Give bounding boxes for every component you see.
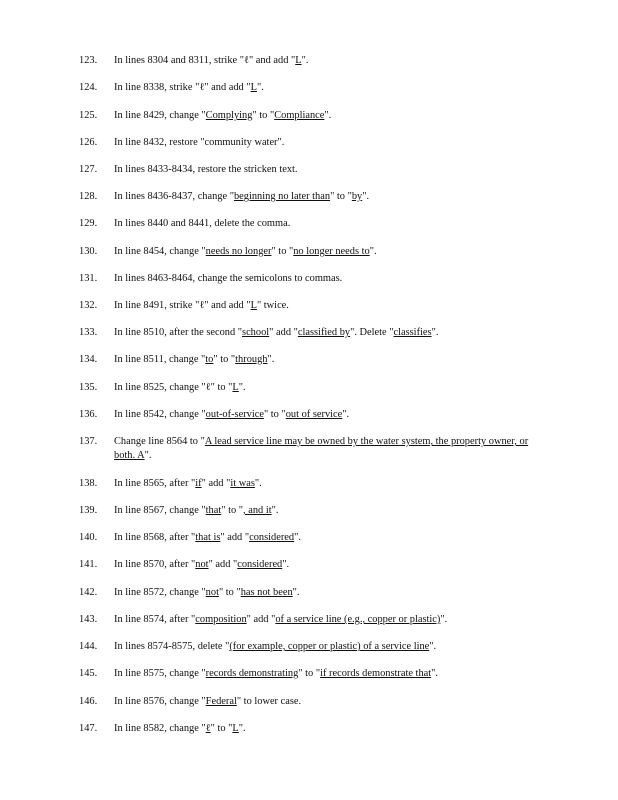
text-fragment: " to " [218, 587, 241, 598]
underlined-insertion: that is [195, 532, 221, 543]
item-number: 143. [79, 614, 98, 625]
text-fragment: " to " [213, 354, 236, 365]
text-fragment: In line 8542, change " [114, 409, 206, 420]
item-text [114, 722, 539, 736]
text-fragment: ". [238, 382, 246, 393]
text-fragment: In line 8567, change " [114, 505, 206, 516]
text-fragment: " add " [269, 327, 298, 338]
item-number: 124. [79, 82, 98, 93]
text-fragment: ". [369, 246, 377, 257]
underlined-insertion: through [235, 354, 268, 365]
item-text [114, 245, 539, 259]
text-fragment: In line 8454, change " [114, 246, 206, 257]
text-fragment: ". [362, 191, 370, 202]
item-number: 133. [79, 327, 98, 338]
item-text [114, 136, 539, 150]
underlined-insertion: no longer needs to [293, 246, 370, 257]
text-fragment: ". [431, 668, 438, 679]
item-text [114, 190, 539, 204]
text-fragment: In line 8576, change " [114, 696, 206, 707]
item-text [114, 381, 539, 395]
text-fragment: In lines 8304 and 8311, strike " [114, 55, 244, 66]
text-fragment: " add " [208, 559, 238, 570]
item-number: 131. [79, 273, 98, 284]
underlined-insertion: A lead service line may be owned by the water system, the property owner, or both. A [114, 436, 529, 461]
underlined-insertion: if [195, 478, 202, 489]
text-fragment: In lines 8574-8575, delete " [114, 641, 230, 652]
underlined-insertion: Federal [205, 696, 237, 707]
text-fragment: Change line 8564 to " [114, 436, 205, 447]
item-text [114, 272, 539, 286]
item-number: 128. [79, 191, 98, 202]
text-fragment: ". [271, 505, 279, 516]
underlined-insertion: ℓ [205, 723, 211, 734]
underlined-insertion: classified by [297, 327, 351, 338]
underlined-insertion: beginning no later than [233, 191, 331, 202]
underlined-insertion: , and it [243, 505, 272, 516]
item-text [114, 640, 539, 654]
text-fragment: " to lower case. [236, 696, 302, 707]
text-fragment: ". [301, 55, 309, 66]
underlined-insertion: if records demonstrate that [320, 668, 432, 679]
item-number: 126. [79, 137, 98, 148]
item-number: 130. [79, 246, 98, 257]
underlined-insertion: considered [249, 532, 295, 543]
text-fragment: In line 8572, change " [114, 587, 206, 598]
underlined-insertion: needs no longer [205, 246, 272, 257]
text-fragment: In line 8491, strike "ℓ" and add " [114, 300, 251, 311]
item-number: 132. [79, 300, 98, 311]
item-number: 145. [79, 668, 98, 679]
item-text [114, 81, 539, 95]
underlined-insertion: (for example, copper or plastic) of a service line [229, 641, 430, 652]
text-fragment: ". [256, 82, 264, 93]
underlined-insertion: Compliance [274, 110, 325, 121]
item-text [114, 477, 539, 491]
item-number: 135. [79, 382, 98, 393]
text-fragment: In line 8574, after " [114, 614, 196, 625]
text-fragment: ". [254, 478, 262, 489]
text-fragment: In line 8511, change " [114, 354, 206, 365]
text-fragment: " to " [330, 191, 352, 202]
underlined-insertion: classifies [393, 327, 432, 338]
item-number: 127. [79, 164, 98, 175]
item-text [114, 586, 539, 600]
text-fragment: ". Delete " [350, 327, 394, 338]
text-fragment: In line 8525, change "ℓ" to " [114, 382, 233, 393]
underlined-insertion: not [195, 559, 209, 570]
item-text [114, 163, 539, 177]
item-number: 147. [79, 723, 98, 734]
item-text [114, 435, 539, 463]
item-number: 141. [79, 559, 98, 570]
item-number: 139. [79, 505, 98, 516]
item-text [114, 613, 539, 627]
text-fragment: " add " [220, 532, 250, 543]
underlined-insertion: not [205, 587, 219, 598]
underlined-insertion: Complying [205, 110, 253, 121]
underlined-insertion: considered [237, 559, 283, 570]
item-number: 138. [79, 478, 98, 489]
text-fragment: In lines 8436-8437, change " [114, 191, 234, 202]
underlined-insertion: L [232, 723, 239, 734]
item-text [114, 558, 539, 572]
text-fragment: In line 8575, change " [114, 668, 206, 679]
item-number: 129. [79, 218, 98, 229]
underlined-insertion: it was [230, 478, 255, 489]
text-fragment: ". [292, 587, 300, 598]
text-fragment: In line 8510, after the second " [114, 327, 243, 338]
text-fragment: In line 8432, restore "community water". [114, 137, 285, 148]
item-number: 144. [79, 641, 98, 652]
text-fragment: ". [294, 532, 301, 543]
text-fragment: In line 8582, change " [114, 723, 206, 734]
text-fragment: " add " [246, 614, 276, 625]
text-fragment: ". [429, 641, 437, 652]
text-fragment: ℓ [243, 55, 249, 66]
text-fragment: " to " [298, 668, 321, 679]
item-number: 125. [79, 110, 98, 121]
text-fragment: " to " [271, 246, 294, 257]
underlined-insertion: L [295, 55, 302, 66]
text-fragment: " add " [201, 478, 231, 489]
item-text [114, 217, 539, 231]
underlined-insertion: that [205, 505, 222, 516]
text-fragment: In line 8565, after " [114, 478, 196, 489]
text-fragment: ". [324, 110, 332, 121]
item-number: 146. [79, 696, 98, 707]
underlined-insertion: out of service [285, 409, 343, 420]
text-fragment: " twice. [256, 300, 289, 311]
underlined-insertion: L [250, 300, 257, 311]
item-number: 140. [79, 532, 98, 543]
text-fragment: ". [144, 450, 152, 461]
text-fragment: In line 8429, change " [114, 110, 206, 121]
text-fragment: In line 8568, after " [114, 532, 196, 543]
item-text [114, 408, 539, 422]
underlined-insertion: to [205, 354, 214, 365]
item-number: 134. [79, 354, 98, 365]
underlined-insertion: L [232, 382, 239, 393]
item-number: 136. [79, 409, 98, 420]
text-fragment: ". [431, 327, 439, 338]
item-text [114, 299, 539, 313]
underlined-insertion: composition [195, 614, 247, 625]
text-fragment: In line 8338, strike "ℓ" and add " [114, 82, 251, 93]
item-text [114, 667, 539, 681]
underlined-insertion: out-of-service [205, 409, 264, 420]
text-fragment: ". [440, 614, 448, 625]
text-fragment: ". [342, 409, 350, 420]
text-fragment: " to " [210, 723, 233, 734]
text-fragment: " to " [252, 110, 275, 121]
item-number: 123. [79, 55, 98, 66]
item-text [114, 54, 539, 68]
underlined-insertion: of a service line (e.g., copper or plastic) [275, 614, 441, 625]
text-fragment: " to " [221, 505, 244, 516]
underlined-insertion: by [351, 191, 363, 202]
text-fragment: In lines 8463-8464, change the semicolons to commas. [114, 273, 343, 284]
text-fragment: ". [267, 354, 275, 365]
item-number: 137. [79, 436, 98, 447]
text-fragment: ". [238, 723, 246, 734]
item-text [114, 504, 539, 518]
item-text [114, 531, 539, 545]
item-text [114, 326, 539, 340]
item-text [114, 109, 539, 123]
underlined-insertion: school [242, 327, 270, 338]
item-number: 142. [79, 587, 98, 598]
item-text [114, 353, 539, 367]
text-fragment: " to " [263, 409, 286, 420]
underlined-insertion: records demonstrating [205, 668, 299, 679]
underlined-insertion: has not been [240, 587, 293, 598]
text-fragment: ". [282, 559, 290, 570]
underlined-insertion: L [250, 82, 257, 93]
item-text [114, 695, 539, 709]
text-fragment: In lines 8440 and 8441, delete the comma. [114, 218, 291, 229]
text-fragment: In lines 8433-8434, restore the stricken text. [114, 164, 298, 175]
text-fragment: In line 8570, after " [114, 559, 196, 570]
text-fragment: " and add " [248, 55, 296, 66]
